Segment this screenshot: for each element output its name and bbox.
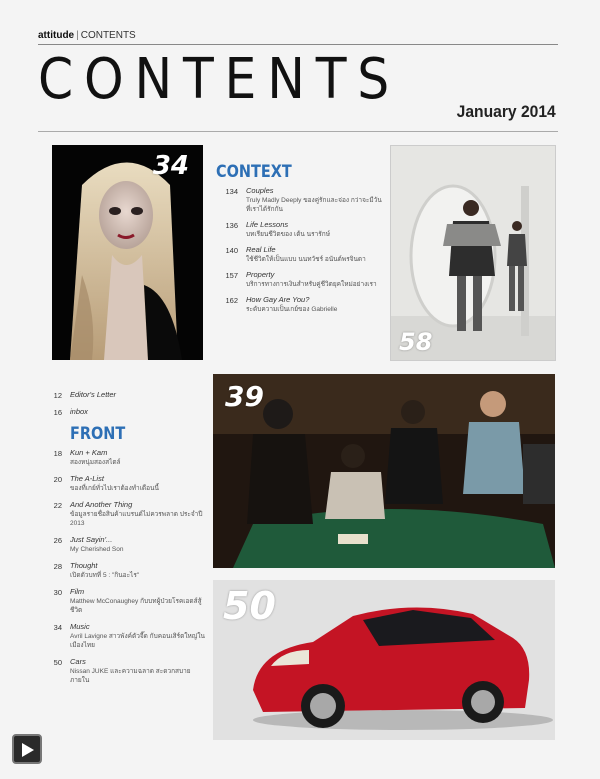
toc-desc: Avril Lavigne สาวพังค์ตัวจี๊ด กับคอนเสิร์ตใหญ่ในเมืองไทย [70,633,205,649]
toc-title: inbox [70,407,88,416]
section-title-context: CONTEXT [216,162,292,182]
toc-page: 50 [53,658,62,667]
context-section [216,162,386,320]
toc-entry[interactable] [36,587,206,615]
toc-desc: บริการทางการเงินสำหรับคู่ชีวิตยุคใหม่อย่างเรา [246,281,377,288]
toc-page: 28 [53,562,62,571]
toc-desc: Truly Madly Deeply ของคู่รักและจ่อง กว่าจะมีวันที่เราได้รักกัน [246,197,382,213]
toc-entry[interactable] [216,245,386,264]
page-number-badge: 34 [152,151,189,181]
toc-entry[interactable] [216,270,386,289]
toc-page: 136 [225,221,238,230]
header-separator: | [76,30,79,41]
toc-entry[interactable] [216,220,386,239]
toc-entry[interactable] [36,622,206,650]
toc-page: 22 [53,501,62,510]
toc-title: Music [70,622,90,631]
toc-title: Film [70,587,85,596]
toc-desc: ของที่เกย์ทั่วไปเราต้องทำเดือนนี้ [70,485,159,492]
toc-page: 140 [225,246,238,255]
page-number-badge: 58 [399,328,433,356]
toc-page: 30 [53,588,62,597]
page-number-badge: 50 [223,584,276,628]
toc-page: 20 [53,475,62,484]
toc-entry[interactable] [216,295,386,314]
top-divider [38,44,558,45]
toc-entry[interactable] [36,407,206,417]
toc-entry[interactable] [36,390,206,400]
toc-page: 18 [53,449,62,458]
toc-desc: Nissan JUKE และความฉลาด สะดวกสบายภายใน [70,668,191,684]
toc-title: Kun + Kam [70,448,108,457]
toc-title: Couples [246,186,274,195]
issue-date: January 2014 [456,102,556,121]
toc-title: Thought [70,561,98,570]
toc-page: 157 [225,271,238,280]
magazine-brand: attitude [38,30,75,41]
toc-page: 34 [53,623,62,632]
toc-title: Just Sayin'... [70,535,113,544]
toc-desc: ระดับความเป็นเกย์ของ Gabrielle [246,306,338,313]
toc-title: Cars [70,657,86,666]
toc-title: Life Lessons [246,220,289,229]
toc-title: And Another Thing [70,500,133,509]
front-section [36,390,206,692]
play-icon [21,742,35,758]
toc-title: The A-List [70,474,104,483]
toc-entry[interactable] [36,561,206,580]
toc-desc: ใช้ชีวิตให้เป็นแบบ นนทวัชร์ อนันต์พรจินดา [246,256,366,263]
toc-title: How Gay Are You? [246,295,310,304]
play-button[interactable] [12,734,42,764]
section-title-front: FRONT [70,424,126,444]
toc-entry[interactable] [36,448,206,467]
toc-entry[interactable] [216,186,386,214]
toc-desc: My Cherished Son [70,546,124,553]
photo-fashion[interactable] [390,145,556,361]
toc-entry[interactable] [36,657,206,685]
toc-entry[interactable] [36,500,206,528]
toc-page: 134 [225,187,238,196]
header-strip [38,30,558,41]
title-divider [38,131,558,132]
toc-title: Editor's Letter [70,390,117,399]
toc-desc: เปิดตัวบทที่ 5 : "กินอะไร" [70,572,140,579]
toc-title: Real Life [246,245,276,254]
toc-desc: Matthew McConaughey กับบทผู้ป่วยโรคเอดส์สู้ชีวิต [70,598,202,614]
toc-entry[interactable] [36,474,206,493]
toc-page: 16 [53,408,62,417]
toc-page: 12 [53,391,62,400]
toc-entry[interactable] [36,535,206,554]
poker-illustration [213,374,555,568]
photo-poker-scene[interactable] [213,374,555,568]
header-section: CONTENTS [80,30,136,41]
toc-desc: ข้อมูลรายชื่อสินค้าแบรนด์ไม่ควรพลาด ประจำปี 2013 [70,511,203,527]
toc-page: 162 [225,296,238,305]
toc-desc: บทเรียนชีวิตของ เต้น นรารักษ์ [246,231,330,238]
photo-car[interactable] [213,580,555,740]
page-number-badge: 39 [225,380,264,413]
toc-page: 26 [53,536,62,545]
photo-portrait[interactable] [52,145,203,360]
toc-title: Property [246,270,275,279]
page-title: CONTENTS [38,47,401,112]
toc-desc: สองหนุ่มสองสไตล์ [70,459,121,466]
